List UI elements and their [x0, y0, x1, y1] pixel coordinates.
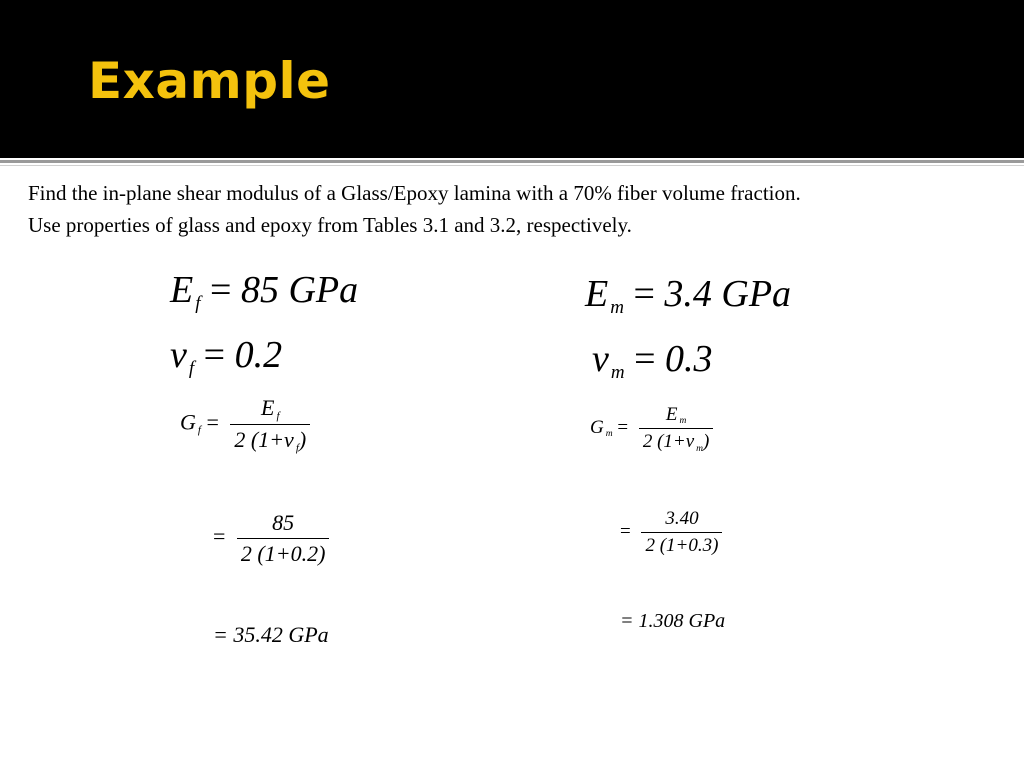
matrix-result: = 1.308 GPa	[620, 610, 726, 632]
matrix-modulus-eq	[585, 272, 791, 319]
E-symbol: E	[261, 395, 275, 420]
fiber-result: = 35.42 GPa	[213, 622, 329, 647]
problem-line-1: Find the in-plane shear modulus of a Glass/Epoxy lamina with a 70% fiber volume fraction.	[28, 181, 801, 205]
f-subscript: f	[276, 409, 280, 422]
close-paren: )	[298, 426, 307, 452]
fiber-substitution	[213, 510, 329, 567]
fraction	[641, 508, 722, 557]
equals-sign: =	[213, 523, 226, 549]
numerator: 85	[272, 510, 295, 535]
E-symbol: E	[170, 269, 194, 311]
title-bar	[0, 0, 1024, 158]
equals-sign: =	[633, 273, 655, 315]
one-plus: (1+	[657, 431, 686, 453]
E-symbol: E	[585, 273, 609, 315]
equals-sign: =	[634, 338, 656, 380]
two: 2	[234, 426, 246, 452]
matrix-shear-formula	[590, 404, 713, 454]
fraction	[230, 395, 310, 454]
divider-thin	[0, 165, 1024, 166]
f-subscript: f	[188, 357, 195, 379]
nu-symbol: ν	[284, 426, 294, 452]
matrix-modulus-value: 3.4 GPa	[664, 273, 792, 315]
E-symbol: E	[665, 404, 678, 425]
fiber-shear-formula	[180, 395, 310, 454]
close-paren: )	[703, 431, 710, 453]
m-subscript: m	[696, 443, 704, 454]
equals-sign: =	[617, 417, 629, 439]
fiber-poisson-value: 0.2	[234, 334, 283, 376]
two: 2	[642, 431, 653, 453]
fiber-modulus-eq	[170, 268, 358, 315]
fraction	[639, 404, 714, 454]
matrix-poisson-eq	[592, 337, 713, 384]
f-subscript: f	[197, 424, 201, 437]
m-subscript: m	[610, 361, 625, 383]
one-plus: (1+	[250, 426, 285, 452]
equals-sign: =	[210, 269, 232, 311]
problem-statement	[28, 177, 1008, 241]
nu-symbol: ν	[170, 334, 187, 376]
numerator: 3.40	[665, 508, 699, 529]
m-subscript: m	[605, 429, 613, 440]
matrix-poisson-value: 0.3	[665, 338, 713, 380]
m-subscript: m	[679, 416, 687, 427]
fiber-modulus-value: 85 GPa	[240, 269, 359, 311]
denominator: 2 (1+0.2)	[237, 538, 330, 567]
equals-sign: =	[620, 520, 631, 542]
numerator	[639, 404, 714, 428]
m-subscript: m	[610, 296, 624, 318]
denominator	[639, 428, 714, 453]
denominator	[230, 424, 310, 454]
divider-thick	[0, 160, 1024, 163]
G-symbol: G	[180, 409, 196, 435]
f-subscript: f	[295, 441, 299, 454]
denominator: 2 (1+0.3)	[641, 532, 722, 557]
numerator	[230, 395, 310, 424]
fiber-poisson-eq	[170, 333, 282, 380]
equals-sign: =	[206, 409, 219, 435]
nu-symbol: ν	[685, 431, 695, 453]
slide-title: Example	[88, 52, 331, 110]
problem-line-2: Use properties of glass and epoxy from Tables 3.1 and 3.2, respectively.	[28, 213, 632, 237]
matrix-substitution	[620, 508, 722, 557]
f-subscript: f	[195, 292, 201, 314]
fraction	[237, 510, 330, 567]
nu-symbol: ν	[592, 338, 609, 380]
G-symbol: G	[590, 417, 604, 439]
equals-sign: =	[203, 334, 226, 376]
